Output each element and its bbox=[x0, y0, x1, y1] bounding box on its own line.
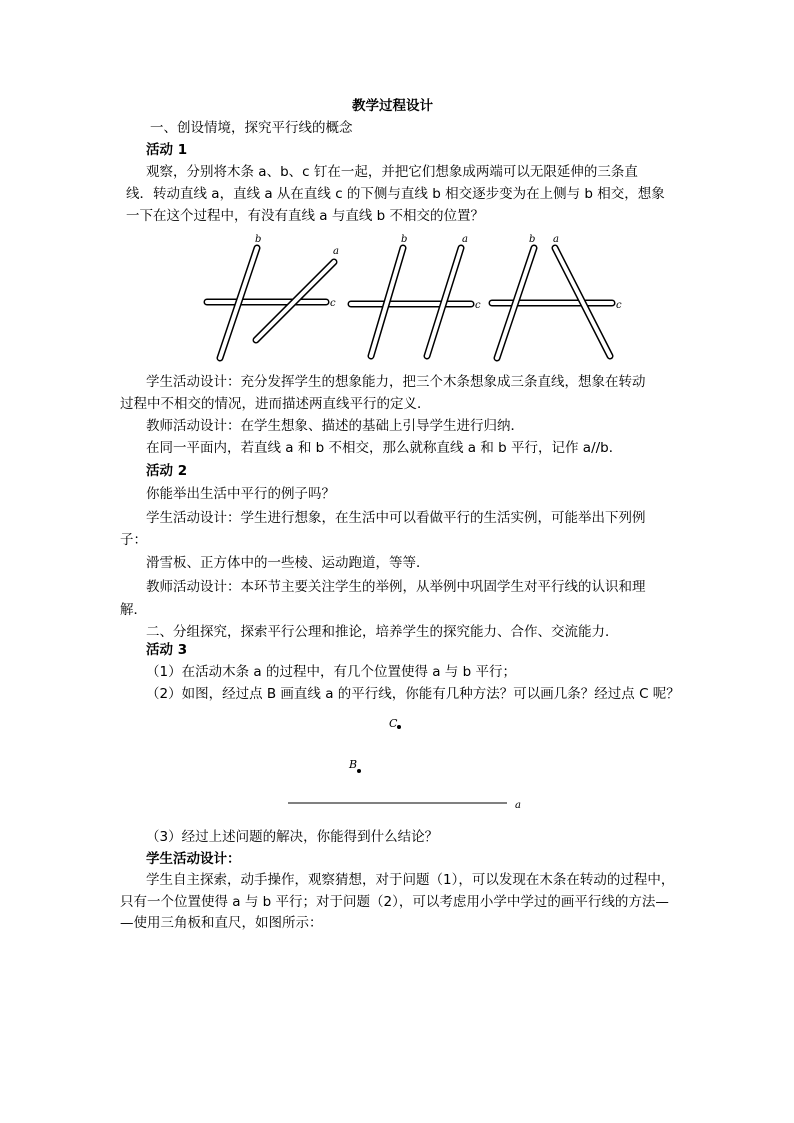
activity2-teacher-2: 解． bbox=[120, 602, 147, 618]
activity3-q2: （2）如图，经过点 B 画直线 a 的平行线，你能有几种方法？可以画几条？经过点 C 呢？ bbox=[146, 686, 680, 702]
line-a-label: a bbox=[515, 800, 521, 811]
wooden-strips-figure bbox=[0, 228, 794, 368]
figure-panel-1 bbox=[207, 234, 339, 358]
label-a: a bbox=[553, 234, 559, 245]
label-b: b bbox=[401, 234, 408, 245]
activity1-text-3: 一下在这个过程中，有没有直线 a 与直线 b 不相交的位置？ bbox=[126, 208, 485, 224]
activity2-examples: 滑雪板、正方体中的一些棱、运动跑道，等等． bbox=[146, 555, 430, 571]
activity1-label: 活动 1 bbox=[146, 142, 188, 158]
activity3-q3: （3）经过上述问题的解决，你能得到什么结论？ bbox=[146, 829, 439, 845]
label-c: c bbox=[475, 300, 481, 311]
point-c bbox=[397, 725, 401, 729]
parallel-definition: 在同一平面内，若直线 a 和 b 不相交，那么就称直线 a 和 b 平行，记作 a//b． bbox=[146, 440, 623, 456]
activity2-label: 活动 2 bbox=[146, 463, 188, 479]
activity3-label: 活动 3 bbox=[146, 642, 188, 658]
section2-heading: 二、分组探究，探索平行公理和推论，培养学生的探究能力、合作、交流能力． bbox=[146, 624, 619, 640]
activity2-question: 你能举出生活中平行的例子吗？ bbox=[146, 486, 335, 502]
points-line-figure bbox=[0, 705, 794, 815]
label-b: b bbox=[529, 234, 536, 245]
student-design-2: 过程中不相交的情况，进而描述两直线平行的定义． bbox=[120, 396, 431, 412]
activity3-student-1: 学生自主探索，动手操作，观察猜想，对于问题（1），可以发现在木条在转动的过程中， bbox=[146, 872, 675, 888]
activity1-text-1: 观察，分别将木条 a、b、c 钉在一起，并把它们想象成两端可以无限延伸的三条直 bbox=[146, 164, 638, 180]
label-c: c bbox=[330, 298, 336, 309]
label-a: a bbox=[333, 246, 339, 257]
activity1-text-2: 线．转动直线 a，直线 a 从在直线 c 的下侧与直线 b 相交逐步变为在上侧与 b 相交，想象 bbox=[126, 186, 665, 202]
page-title: 教学过程设计 bbox=[352, 98, 433, 114]
activity3-q1: （1）在活动木条 a 的过程中，有几个位置使得 a 与 b 平行； bbox=[146, 664, 516, 680]
activity3-student-3: —使用三角板和直尺，如图所示： bbox=[120, 915, 323, 931]
point-c-label: C bbox=[389, 717, 398, 730]
section1-heading: 一、创设情境，探究平行线的概念 bbox=[150, 120, 353, 136]
teacher-design: 教师活动设计：在学生想象、描述的基础上引导学生进行归纳． bbox=[146, 418, 524, 434]
point-b-label: B bbox=[349, 758, 358, 771]
student-design-1: 学生活动设计：充分发挥学生的想象能力，把三个木条想象成三条直线，想象在转动 bbox=[146, 374, 646, 390]
label-c: c bbox=[616, 300, 622, 311]
label-a: a bbox=[462, 234, 468, 245]
figure-panel-3 bbox=[492, 234, 622, 358]
activity2-student-2: 子： bbox=[120, 532, 147, 548]
figure-panel-2 bbox=[351, 234, 481, 356]
point-b bbox=[357, 769, 361, 773]
label-b: b bbox=[255, 234, 262, 245]
activity3-student-label: 学生活动设计： bbox=[146, 851, 241, 867]
activity2-teacher-1: 教师活动设计：本环节主要关注学生的举例，从举例中巩固学生对平行线的认识和理 bbox=[146, 579, 646, 595]
activity2-student-1: 学生活动设计：学生进行想象，在生活中可以看做平行的生活实例，可能举出下列例 bbox=[146, 510, 646, 526]
activity3-student-2: 只有一个位置使得 a 与 b 平行；对于问题（2），可以考虑用小学中学过的画平行线的方法— bbox=[120, 894, 669, 910]
